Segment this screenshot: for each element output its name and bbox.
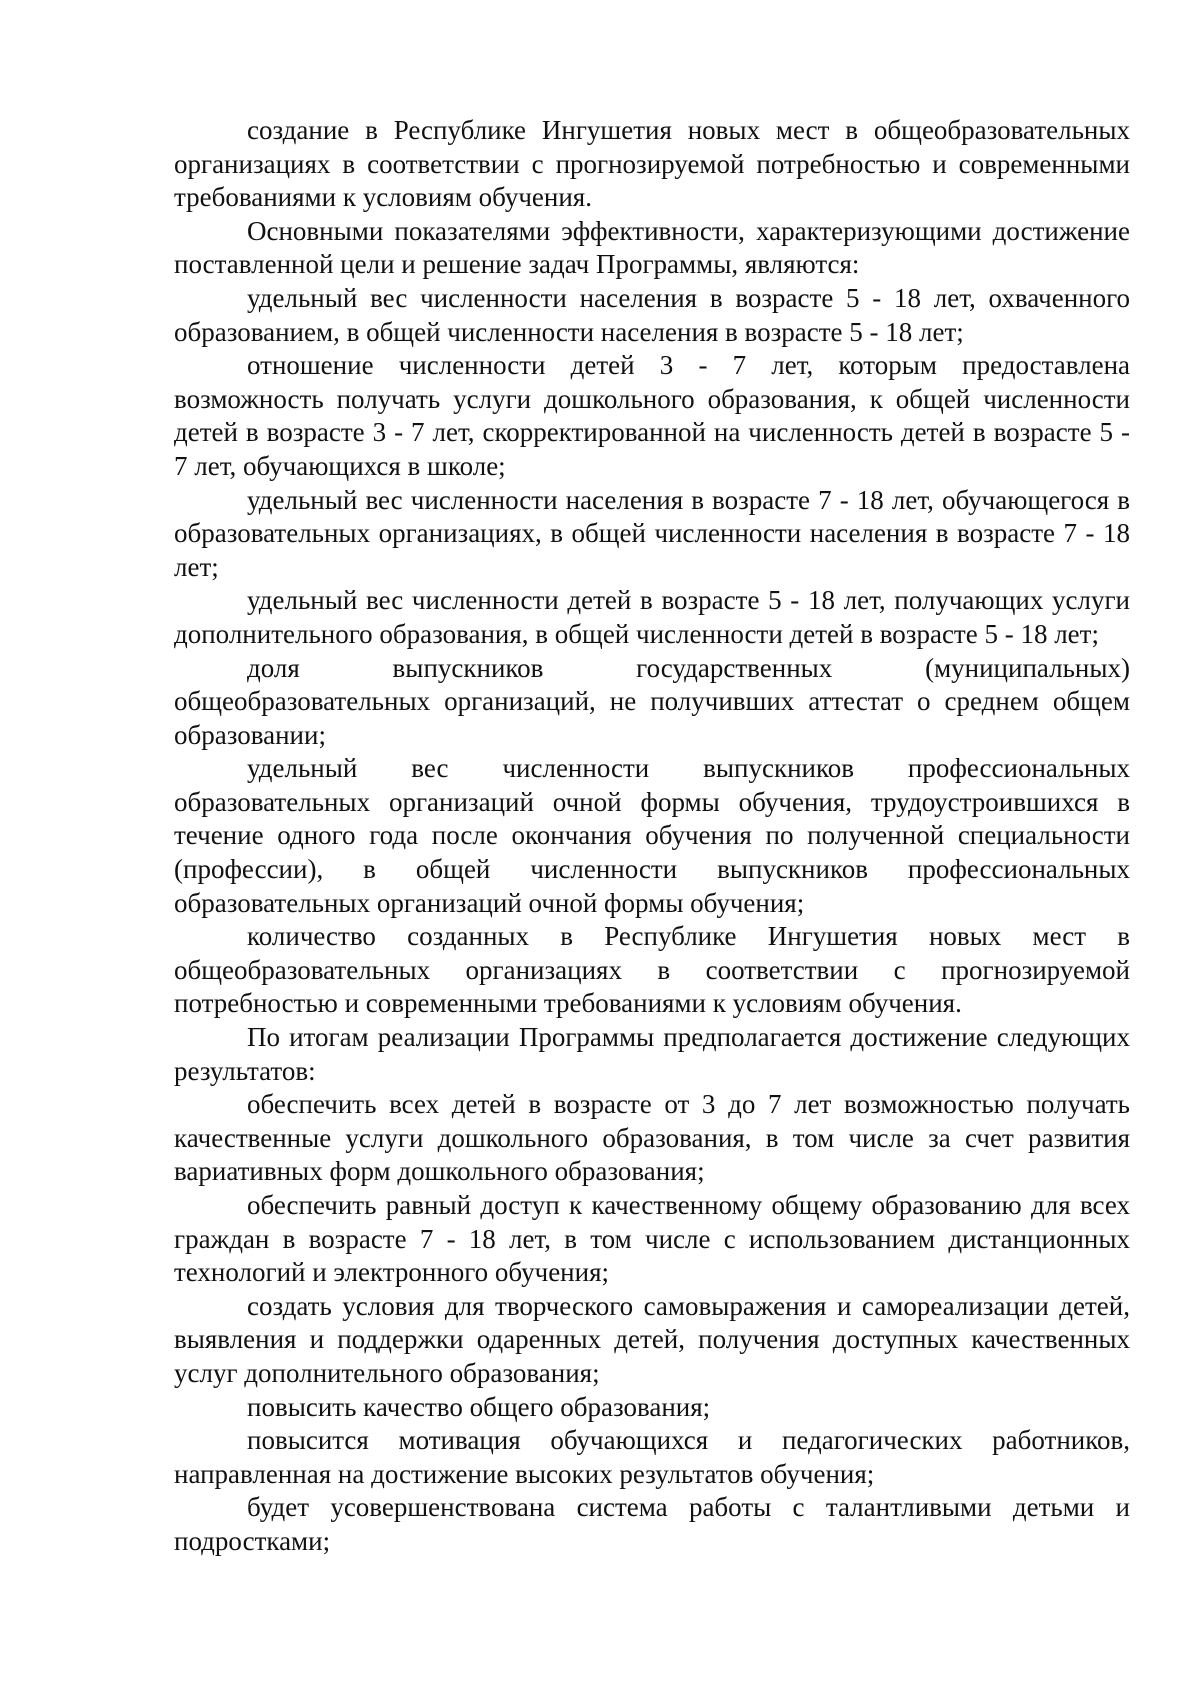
paragraph-result-quality: повысить качество общего образования; <box>247 1391 711 1422</box>
paragraph-new-school-places: создание в Республике Ингушетия новых мест в общеобразовательных организациях в соответствии с прогнозируемой потребностью и современными требованиями к условиям обучения. <box>174 115 1130 213</box>
document-body <box>174 114 1130 1559</box>
paragraph-indicator-graduate-employment: удельный вес численности выпускников профессиональных образовательных организаций очной формы обучения, трудоустроившихся в течение одного года после окончания обучения по полученной специальности (профессии), в общей численности выпускников профессиональных образовательных организаций очной формы обучения; <box>174 753 1130 918</box>
paragraph-indicator-preschool-ratio: отношение численности детей 3 - 7 лет, которым предоставлена возможность получать услуги дошкольного образования, к общей численности детей в возрасте 3 - 7 лет, скорректированной на численность детей в возрасте 5 - 7 лет, обучающихся в школе; <box>174 350 1130 481</box>
paragraph-result-creative-conditions: создать условия для творческого самовыражения и самореализации детей, выявления и поддержки одаренных детей, получения доступных качественных услуг дополнительного образования; <box>174 1290 1130 1388</box>
paragraph-indicator-additional-education: удельный вес численности детей в возрасте 5 - 18 лет, получающих услуги дополнительного образования, в общей численности детей в возрасте 5 - 18 лет; <box>174 585 1130 649</box>
paragraph-indicator-5-18-coverage: удельный вес численности населения в возрасте 5 - 18 лет, охваченного образованием, в общей численности населения в возрасте 5 - 18 лет; <box>174 282 1130 347</box>
paragraph-result-motivation: повысится мотивация обучающихся и педагогических работников, направленная на достижение высоких результатов обучения; <box>174 1425 1130 1489</box>
paragraph-result-preschool-access: обеспечить всех детей в возрасте от 3 до 7 лет возможностью получать качественные услуги дошкольного образования, в том числе за счет развития вариативных форм дошкольного образования; <box>174 1089 1130 1187</box>
paragraph-indicator-no-certificate: доля выпускников государственных (муниципальных) общеобразовательных организаций, не получивших аттестат о среднем общем образовании; <box>174 652 1130 750</box>
paragraph-indicator-7-18-enrolled: удельный вес численности населения в возрасте 7 - 18 лет, обучающегося в образовательных организациях, в общей численности населения в возрасте 7 - 18 лет; <box>174 484 1130 582</box>
paragraph-indicators-intro: Основными показателями эффективности, характеризующими достижение поставленной цели и решение задач Программы, являются: <box>174 215 1130 280</box>
paragraph-result-talented-children: будет усовершенствована система работы с талантливыми детьми и подростками; <box>174 1492 1130 1556</box>
paragraph-indicator-new-places-count: количество созданных в Республике Ингушетия новых мест в общеобразовательных организациях в соответствии с прогнозируемой потребностью и современными требованиями к условиям обучения. <box>174 921 1130 1019</box>
paragraph-result-equal-access: обеспечить равный доступ к качественному общему образованию для всех граждан в возрасте 7 - 18 лет, в том числе с использованием дистанционных технологий и электронного обучения; <box>174 1190 1130 1288</box>
paragraph-results-intro: По итогам реализации Программы предполагается достижение следующих результатов: <box>174 1022 1130 1086</box>
